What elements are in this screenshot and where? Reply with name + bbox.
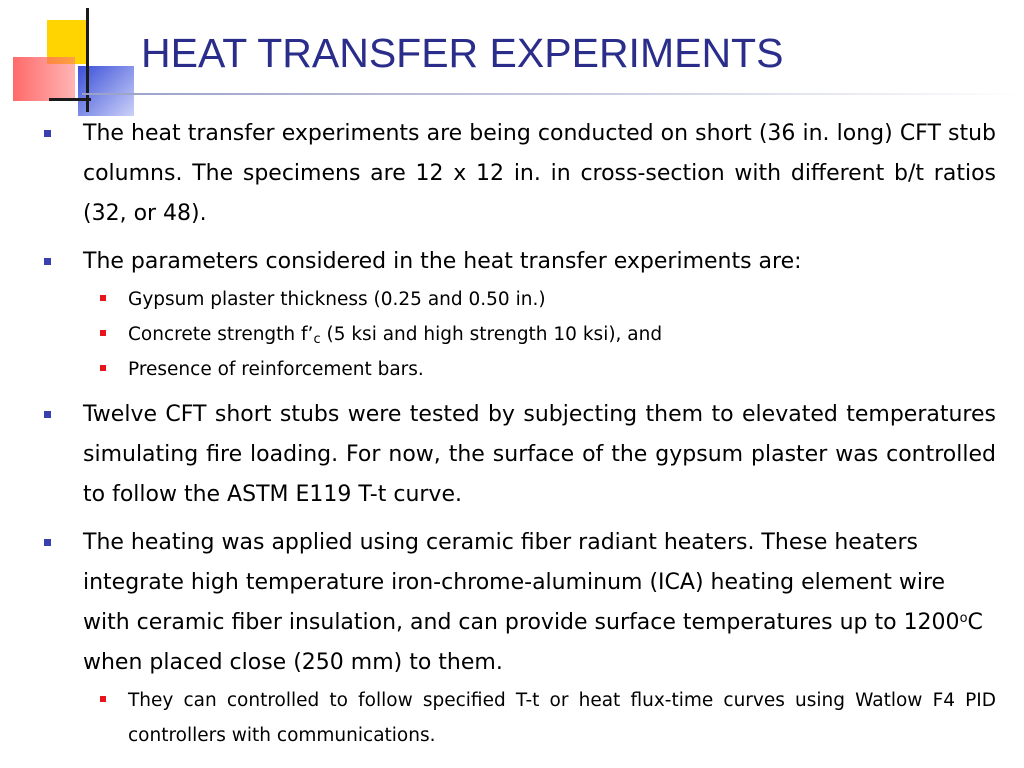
sub-bullet-text: Gypsum plaster thickness (0.25 and 0.50 in.) [128, 289, 546, 310]
bullet-square-icon [44, 539, 51, 546]
bullet-item [44, 242, 996, 387]
sub-bullet-text-pre: Concrete strength f’ [128, 324, 314, 345]
bullet-text: The parameters considered in the heat transfer experiments are: [83, 249, 802, 274]
sub-bullet-item [83, 683, 996, 753]
logo-vertical-line [86, 8, 89, 112]
sub-bullet-square-icon [100, 365, 106, 371]
bullet-item [44, 523, 996, 753]
sub-bullet-text: They can controlled to follow specified T-t or heat flux-time curves using Watlow F4 PID controllers with communications. [128, 690, 996, 746]
subscript-c: c [313, 332, 321, 347]
bullet-item [44, 114, 996, 234]
bullet-text-post: C when placed close (250 mm) to them. [83, 610, 983, 675]
sub-bullet-text: Presence of reinforcement bars. [128, 359, 424, 380]
bullet-square-icon [44, 258, 51, 265]
sub-bullet-square-icon [100, 696, 106, 702]
sub-bullet-item [83, 282, 996, 317]
logo-horizontal-line [49, 98, 91, 101]
sub-bullet-list [83, 683, 996, 753]
sub-bullet-square-icon [100, 330, 106, 336]
bullet-square-icon [44, 130, 51, 137]
degree-superscript: o [959, 611, 968, 626]
sub-bullet-text-post: (5 ksi and high strength 10 ksi), and [320, 324, 663, 345]
sub-bullet-list [83, 282, 996, 387]
bullet-text: Twelve CFT short stubs were tested by subjecting them to elevated temperatures simulating fire loading. For now, the surface of the gypsum plaster was controlled to follow the ASTM E119 T-t curve. [83, 402, 996, 507]
bullet-text: The heat transfer experiments are being conducted on short (36 in. long) CFT stub columns. The specimens are 12 x 12 in. in cross-section with different b/t ratios (32, or 48). [83, 121, 996, 226]
bullet-text-pre: The heating was applied using ceramic fiber radiant heaters. These heaters integrate high temperature iron-chrome-aluminum (ICA) heating element wire with ceramic fiber insulation, and can provide surface temperatures up to 1200 [83, 530, 960, 635]
slide-title: HEAT TRANSFER EXPERIMENTS [141, 30, 784, 76]
bullet-item [44, 395, 996, 515]
sub-bullet-item [83, 352, 996, 387]
title-underline [82, 93, 1024, 95]
sub-bullet-square-icon [100, 295, 106, 301]
bullet-square-icon [44, 411, 51, 418]
bullet-list [44, 114, 996, 753]
logo-red-square [13, 57, 75, 101]
sub-bullet-item [83, 317, 996, 352]
logo-graphic [0, 0, 140, 120]
